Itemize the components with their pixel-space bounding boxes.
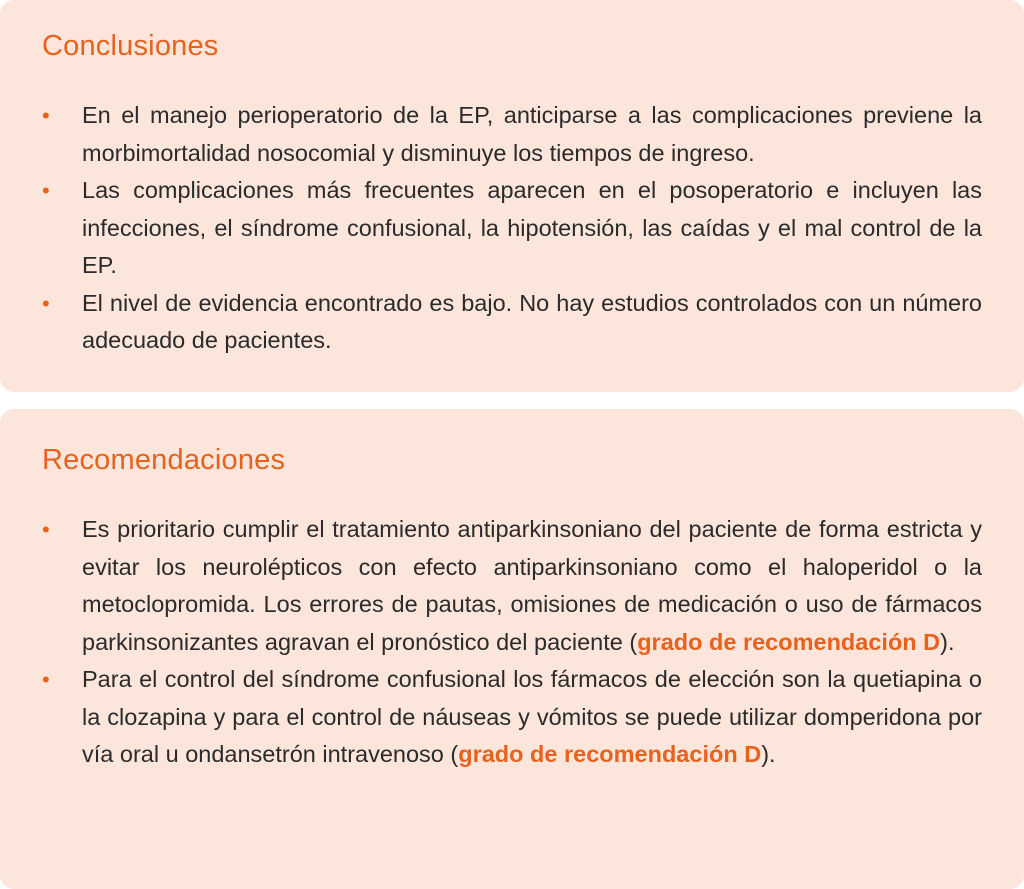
- list-item: [42, 285, 982, 360]
- list-item: [42, 172, 982, 285]
- bullet-icon: •: [42, 103, 50, 128]
- list-item-text: Es prioritario cumplir el tratamiento antiparkinsoniano del paciente de forma estricta y evitar los neurolépticos con efecto antiparkinsoniano como el haloperidol o la metoclopromida. Los errores de pautas, omisiones de medicación o uso de fármacos parkinsonizantes agravan el pronóstico del paciente (: [82, 516, 982, 655]
- list-item: [42, 511, 982, 661]
- bullet-icon: •: [42, 517, 50, 542]
- list-item-text: Las complicaciones más frecuentes aparecen en el posoperatorio e incluyen las infecciones, el síndrome confusional, la hipotensión, las caídas y el mal control de la EP.: [82, 177, 982, 278]
- conclusiones-title: Conclusiones: [42, 30, 219, 62]
- bullet-icon: •: [42, 667, 50, 692]
- recomendaciones-title: Recomendaciones: [42, 444, 286, 476]
- list-item-text: El nivel de evidencia encontrado es bajo. No hay estudios controlados con un número adecuado de pacientes.: [82, 289, 982, 353]
- recomendaciones-list: [42, 511, 982, 774]
- list-item-text: Para el control del síndrome confusional los fármacos de elección son la quetiapina o la clozapina y para el control de náuseas y vómitos se puede utilizar domperidona por vía oral u ondansetrón intravenoso (: [82, 666, 982, 767]
- bullet-icon: •: [42, 290, 50, 316]
- list-item-text: En el manejo perioperatorio de la EP, anticiparse a las complicaciones previene la morbimortalidad nosocomial y disminuye los tiempos de ingreso.: [82, 102, 982, 166]
- bullet-icon: •: [42, 178, 50, 203]
- conclusiones-list: [42, 97, 982, 360]
- list-item: [42, 97, 982, 172]
- list-item: [42, 661, 982, 774]
- recommendation-grade: grado de recomendación D: [637, 628, 941, 655]
- list-item-suffix: ).: [940, 628, 955, 655]
- list-item-suffix: ).: [761, 741, 776, 767]
- recommendation-grade: grado de recomendación D: [458, 741, 762, 767]
